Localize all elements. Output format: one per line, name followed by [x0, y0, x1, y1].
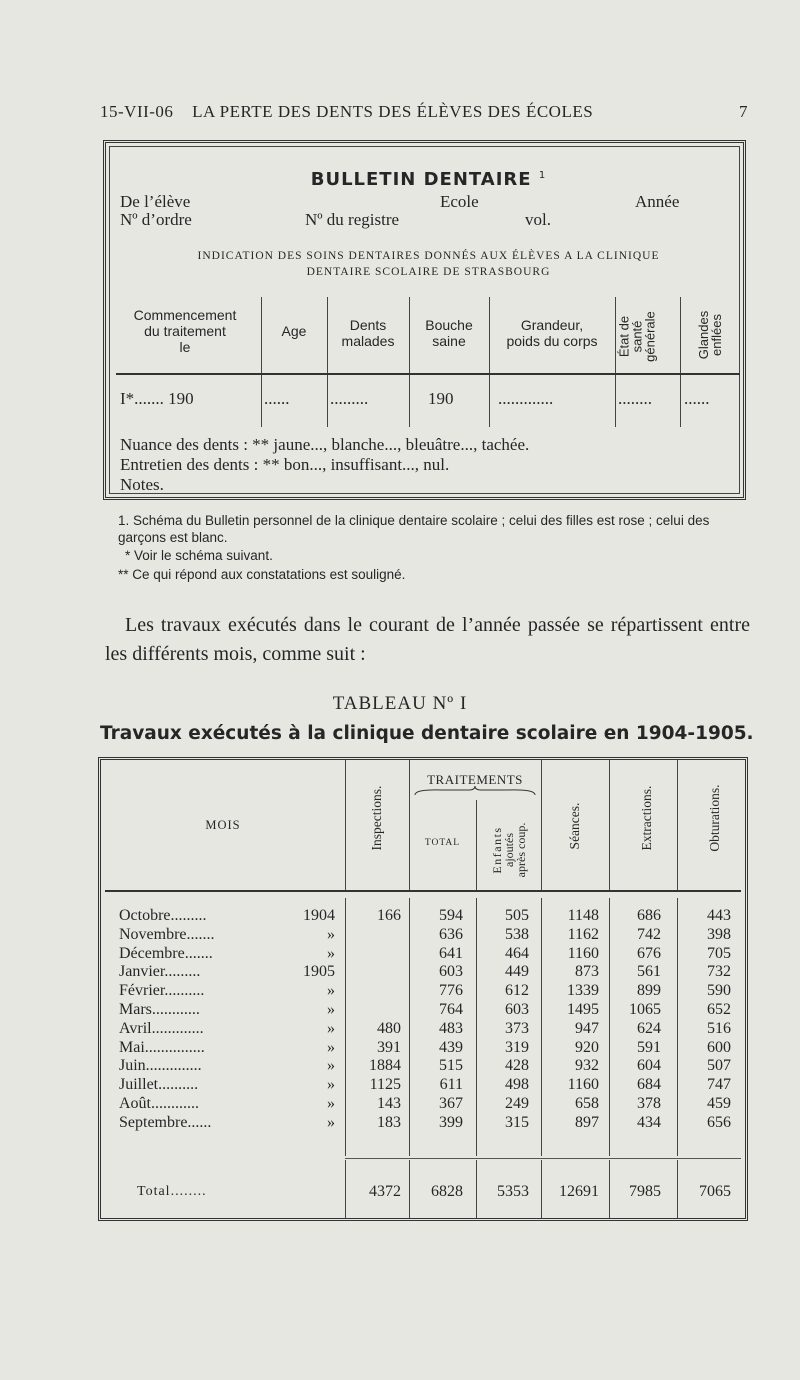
table-row — [101, 1058, 751, 1074]
bulletin-box — [103, 140, 746, 500]
cell-obturations: 732 — [707, 963, 731, 981]
cell-inspections: 391 — [377, 1038, 401, 1056]
cell-obturations: 590 — [707, 982, 731, 1000]
cell-traitements-total: 515 — [439, 1057, 463, 1075]
cell-traitements-total: 636 — [439, 925, 463, 943]
cell-seances: 658 — [575, 1095, 599, 1112]
cell-enfants: 319 — [505, 1038, 529, 1056]
table-row — [101, 1096, 751, 1112]
bulletin-col-divider — [261, 297, 262, 427]
cell-annee: » — [327, 1095, 335, 1112]
col-etat-rot — [618, 297, 657, 377]
table-row — [101, 964, 751, 980]
bulletin-row-first: I*....... 190 — [120, 389, 194, 408]
col-etat-l2: santé — [629, 320, 645, 353]
cell-extractions: 899 — [637, 982, 661, 1000]
bulletin-entretien: Entretien des dents : ** bon..., insuffisant..., nul. — [120, 455, 450, 474]
cell-enfants: 603 — [505, 1001, 529, 1018]
col-commencement-l3: le — [179, 339, 191, 355]
bulletin-notes: Notes. — [120, 475, 164, 494]
footnote-1: 1. Schéma du Bulletin personnel de la clinique dentaire scolaire ; celui des filles est rose ; celui des garçons est blanc. — [118, 513, 710, 545]
cell-traitements-total: 776 — [439, 982, 463, 1000]
cell-obturations: 507 — [707, 1057, 731, 1075]
cell-annee: » — [327, 1019, 335, 1037]
cell-traitements-total: 483 — [439, 1019, 463, 1037]
bulletin-col-divider — [615, 297, 616, 427]
bulletin-row-dents: ......... — [330, 389, 369, 408]
cell-seances: 1160 — [567, 944, 599, 962]
cell-seances: 1339 — [567, 982, 599, 1000]
th-enfants — [491, 812, 527, 888]
cell-obturations: 443 — [707, 907, 731, 924]
cell-annee: » — [327, 944, 335, 962]
col-glandes — [670, 292, 750, 372]
col-dents-l1: Dents — [349, 317, 387, 333]
body-paragraph: Les travaux exécutés dans le courant de l’année passée se répartissent entre les différents mois, comme suit : — [105, 614, 750, 665]
cell-obturations: 459 — [707, 1095, 731, 1112]
cell-mois: Août............ — [119, 1095, 199, 1112]
cell-annee: 1904 — [303, 907, 335, 924]
cell-extractions: 686 — [637, 907, 661, 924]
cell-inspections: 166 — [377, 907, 401, 924]
col-glandes-l1: Glandes — [696, 310, 711, 360]
col-etat-l3: générale — [642, 311, 658, 362]
cell-inspections: 1125 — [369, 1076, 401, 1094]
col-grandeur-l1: Grandeur, — [520, 317, 584, 333]
cell-seances: 1162 — [567, 925, 599, 943]
total-traitements: 6828 — [431, 1183, 463, 1200]
cell-extractions: 604 — [637, 1057, 661, 1075]
cell-mois: Février.......... — [119, 982, 205, 1000]
cell-seances: 1495 — [567, 1001, 599, 1018]
cell-annee: » — [327, 1113, 335, 1131]
cell-mois: Avril............. — [119, 1019, 204, 1037]
th-enfants-l2: ajoutés — [502, 833, 516, 867]
cell-inspections: 183 — [377, 1113, 401, 1131]
cell-seances: 897 — [575, 1113, 599, 1131]
table-col-divider — [345, 760, 346, 890]
field-ordre: Nº d’ordre — [120, 210, 192, 229]
cell-annee: 1905 — [303, 963, 335, 981]
cell-annee: » — [327, 925, 335, 943]
footnote-2: * Voir le schéma suivant. — [125, 548, 273, 563]
th-enfants-l3: après coup. — [514, 822, 528, 878]
cell-annee: » — [327, 1057, 335, 1075]
page-number: 7 — [739, 102, 748, 121]
cell-enfants: 449 — [505, 963, 529, 981]
table-subtitle: Travaux exécutés à la clinique dentaire scolaire en 1904-1905. — [100, 723, 754, 744]
cell-annee: » — [327, 1038, 335, 1056]
col-etat-l1: État de — [616, 315, 632, 358]
cell-enfants: 538 — [505, 925, 529, 943]
table-title: TABLEAU Nº I — [332, 693, 468, 714]
cell-obturations: 747 — [707, 1076, 731, 1094]
cell-seances: 920 — [575, 1038, 599, 1056]
total-inspections: 4372 — [369, 1183, 401, 1200]
total-extractions: 7985 — [629, 1183, 661, 1200]
col-bouche — [410, 317, 488, 349]
field-eleve: De l’élève — [120, 192, 191, 211]
cell-obturations: 398 — [707, 925, 731, 943]
col-glandes-l2: enflées — [709, 314, 724, 356]
table-col-divider — [609, 760, 610, 890]
col-dents — [328, 317, 408, 349]
cell-mois: Septembre...... — [119, 1113, 212, 1131]
cell-mois: Janvier......... — [119, 963, 201, 981]
table-col-divider — [476, 800, 477, 890]
col-dents-l2: malades — [341, 333, 395, 349]
field-registre: Nº du registre — [305, 210, 400, 229]
cell-traitements-total: 611 — [439, 1076, 463, 1094]
bulletin-row-bouche: 190 — [428, 389, 454, 408]
bulletin-title-text: BULLETIN DENTAIRE — [310, 169, 532, 190]
bulletin-footnote-mark: 1 — [538, 170, 547, 181]
cell-enfants: 428 — [505, 1057, 529, 1075]
cell-extractions: 591 — [637, 1038, 661, 1056]
cell-mois: Juin.............. — [119, 1057, 202, 1075]
bulletin-row-grandeur: ............. — [498, 389, 554, 408]
cell-inspections: 480 — [377, 1019, 401, 1037]
col-commencement-l1: Commencement — [133, 307, 237, 323]
table-col-divider — [541, 760, 542, 890]
bulletin-col-divider — [327, 297, 328, 427]
indication-line-1: INDICATION DES SOINS DENTAIRES DONNÉS AUX ÉLÈVES A LA CLINIQUE — [197, 250, 660, 262]
cell-annee: » — [327, 1001, 335, 1018]
total-seances: 12691 — [559, 1183, 599, 1200]
cell-seances: 947 — [575, 1019, 599, 1037]
col-grandeur — [490, 317, 614, 349]
cell-traitements-total: 594 — [439, 907, 463, 924]
cell-enfants: 249 — [505, 1095, 529, 1112]
table-row — [101, 1021, 751, 1037]
th-obturations: Obturations. — [707, 784, 722, 852]
bulletin-row-glandes: ...... — [684, 389, 710, 408]
cell-inspections: 1884 — [369, 1057, 401, 1075]
table-header-rule — [105, 890, 741, 892]
table-row — [101, 946, 751, 962]
cell-mois: Mars............ — [119, 1001, 200, 1018]
table-row — [101, 1002, 751, 1018]
col-bouche-l2: saine — [432, 333, 466, 349]
bulletin-header-rule — [116, 373, 740, 375]
table-travaux — [98, 757, 748, 1221]
cell-extractions: 378 — [637, 1095, 661, 1112]
cell-extractions: 434 — [637, 1113, 661, 1131]
cell-obturations: 600 — [707, 1038, 731, 1056]
cell-traitements-total: 399 — [439, 1113, 463, 1131]
brace-icon — [413, 785, 537, 797]
cell-traitements-total: 603 — [439, 963, 463, 981]
table-row — [101, 983, 751, 999]
col-age: Age — [281, 323, 307, 339]
table-row — [101, 927, 751, 943]
cell-traitements-total: 439 — [439, 1038, 463, 1056]
footnote-3: ** Ce qui répond aux constatations est souligné. — [118, 567, 406, 582]
th-total: TOTAL — [424, 838, 461, 848]
th-extractions: Extractions. — [639, 785, 654, 851]
bulletin-col-divider — [409, 297, 410, 427]
bulletin-inner-frame — [109, 146, 740, 494]
table-col-divider — [677, 760, 678, 890]
field-vol: vol. — [525, 210, 551, 229]
col-grandeur-l2: poids du corps — [506, 333, 598, 349]
cell-extractions: 684 — [637, 1076, 661, 1094]
cell-mois: Novembre....... — [119, 925, 215, 943]
bulletin-nuance: Nuance des dents : ** jaune..., blanche..., bleuâtre..., tachée. — [120, 435, 530, 454]
th-mois: MOIS — [205, 818, 241, 832]
bulletin-row-etat: ........ — [618, 389, 652, 408]
cell-seances: 932 — [575, 1057, 599, 1075]
indication-line-2: DENTAIRE SCOLAIRE DE STRASBOURG — [306, 266, 551, 278]
cell-obturations: 705 — [707, 944, 731, 962]
cell-obturations: 516 — [707, 1019, 731, 1037]
bulletin-row-age: ...... — [264, 389, 290, 408]
cell-extractions: 624 — [637, 1019, 661, 1037]
cell-inspections: 143 — [377, 1095, 401, 1112]
cell-enfants: 373 — [505, 1019, 529, 1037]
table-total-rule — [345, 1158, 741, 1159]
running-header — [100, 102, 748, 122]
cell-mois: Mai............... — [119, 1038, 205, 1056]
total-label: Total........ — [137, 1184, 207, 1199]
table-row — [101, 1077, 751, 1093]
th-enfants-l1: Enfants — [490, 826, 504, 874]
cell-seances: 873 — [575, 963, 599, 981]
total-obturations: 7065 — [699, 1183, 731, 1200]
col-bouche-l1: Bouche — [425, 317, 473, 333]
cell-enfants: 505 — [505, 907, 529, 924]
th-traitements: TRAITEMENTS — [427, 772, 523, 787]
cell-mois: Juillet.......... — [119, 1076, 199, 1094]
bulletin-title — [110, 169, 747, 190]
table-row — [101, 1040, 751, 1056]
col-commencement-l2: du traitement — [144, 323, 226, 339]
col-commencement — [110, 307, 260, 355]
th-inspections: Inspections. — [369, 785, 384, 851]
cell-extractions: 742 — [637, 925, 661, 943]
table-row — [101, 1115, 751, 1131]
field-ecole: Ecole — [440, 192, 479, 211]
bulletin-col-divider — [489, 297, 490, 427]
th-seances: Séances. — [567, 802, 582, 850]
field-annee: Année — [635, 192, 680, 211]
cell-seances: 1148 — [567, 907, 599, 924]
table-row — [101, 908, 751, 924]
cell-enfants: 464 — [505, 944, 529, 962]
cell-annee: » — [327, 1076, 335, 1094]
cell-seances: 1160 — [567, 1076, 599, 1094]
cell-enfants: 315 — [505, 1113, 529, 1131]
cell-extractions: 561 — [637, 963, 661, 981]
cell-annee: » — [327, 982, 335, 1000]
cell-traitements-total: 367 — [439, 1095, 463, 1112]
cell-extractions: 1065 — [629, 1001, 661, 1018]
cell-mois: Décembre....... — [119, 944, 213, 962]
cell-mois: Octobre......... — [119, 907, 207, 924]
col-glandes-rot — [697, 295, 723, 375]
cell-obturations: 656 — [707, 1113, 731, 1131]
cell-enfants: 612 — [505, 982, 529, 1000]
cell-traitements-total: 764 — [439, 1001, 463, 1018]
header-date: 15-VII-06 — [100, 102, 174, 121]
cell-extractions: 676 — [637, 944, 661, 962]
cell-enfants: 498 — [505, 1076, 529, 1094]
cell-traitements-total: 641 — [439, 944, 463, 962]
header-title: LA PERTE DES DENTS DES ÉLÈVES DES ÉCOLES — [192, 102, 594, 121]
cell-obturations: 652 — [707, 1001, 731, 1018]
table-total-row — [101, 1184, 751, 1200]
total-enfants: 5353 — [497, 1183, 529, 1200]
bulletin-col-divider — [680, 297, 681, 427]
